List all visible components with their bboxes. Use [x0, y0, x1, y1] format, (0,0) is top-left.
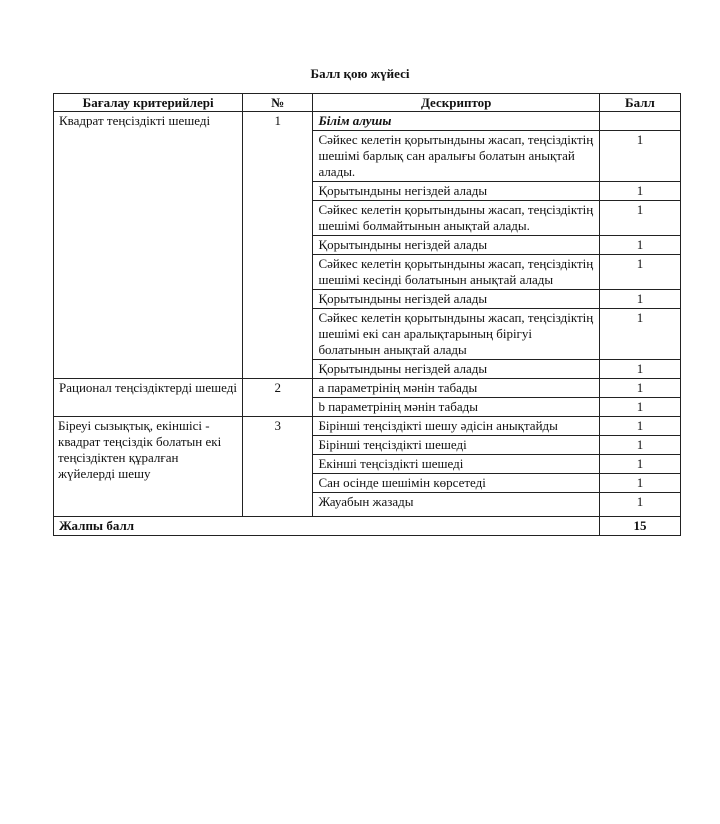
number-cell: 1 [243, 112, 313, 379]
total-row [54, 517, 681, 536]
score-cell: 1 [599, 379, 680, 398]
score-cell: 1 [599, 236, 680, 255]
number-cell: 2 [243, 379, 313, 417]
total-value: 15 [599, 517, 680, 536]
descriptor-cell: Қорытындыны негіздей алады [313, 290, 599, 309]
descriptor-cell: Жауабын жазады [313, 493, 599, 517]
score-cell: 1 [599, 131, 680, 182]
descriptor-cell: b параметрінің мәнін табады [313, 398, 599, 417]
score-cell: 1 [599, 436, 680, 455]
descriptor-cell: Бірінші теңсіздікті шешеді [313, 436, 599, 455]
grading-table [53, 93, 681, 536]
score-cell: 1 [599, 309, 680, 360]
descriptor-cell: Сәйкес келетін қорытындыны жасап, теңсіздіктің шешімі екі сан аралықтарының бірігуі болатынын анықтай алады [313, 309, 599, 360]
score-cell: 1 [599, 455, 680, 474]
score-cell: 1 [599, 417, 680, 436]
sub-header-learner: Білім алушы [313, 112, 599, 131]
descriptor-cell: Сәйкес келетін қорытындыны жасап, теңсіздіктің шешімі болмайтынын анықтай алады. [313, 201, 599, 236]
descriptor-cell: Сан осінде шешімін көрсетеді [313, 474, 599, 493]
table-row [54, 417, 681, 436]
header-number: № [243, 94, 313, 112]
score-cell-empty [599, 112, 680, 131]
table-row [54, 112, 681, 131]
table-row [54, 379, 681, 398]
criterion-cell: Квадрат теңсіздікті шешеді [54, 112, 243, 379]
page-title: Балл қою жүйесі [310, 66, 410, 81]
header-criteria: Бағалау критерийлері [54, 94, 243, 112]
score-cell: 1 [599, 360, 680, 379]
score-cell: 1 [599, 182, 680, 201]
descriptor-cell: Сәйкес келетін қорытындыны жасап, теңсіздіктің шешімі кесінді болатынын анықтай алады [313, 255, 599, 290]
descriptor-cell: Қорытындыны негіздей алады [313, 360, 599, 379]
descriptor-cell: Қорытындыны негіздей алады [313, 236, 599, 255]
criterion-cell: Рационал теңсіздіктерді шешеді [54, 379, 243, 417]
score-cell: 1 [599, 493, 680, 517]
score-cell: 1 [599, 255, 680, 290]
score-cell: 1 [599, 474, 680, 493]
header-score: Балл [599, 94, 680, 112]
descriptor-cell: a параметрінің мәнін табады [313, 379, 599, 398]
number-cell: 3 [243, 417, 313, 517]
descriptor-cell: Сәйкес келетін қорытындыны жасап, теңсіздіктің шешімі барлық сан аралығы болатын анықтай алады. [313, 131, 599, 182]
descriptor-cell: Бірінші теңсіздікті шешу әдісін анықтайды [313, 417, 599, 436]
criterion-cell: Біреуі сызықтық, екіншісі - квадрат теңсіздік болатын екі теңсіздіктен құралған жүйелерді шешу [54, 417, 243, 517]
score-cell: 1 [599, 201, 680, 236]
score-cell: 1 [599, 398, 680, 417]
total-label: Жалпы балл [54, 517, 600, 536]
table-header-row [54, 94, 681, 112]
score-cell: 1 [599, 290, 680, 309]
descriptor-cell: Екінші теңсіздікті шешеді [313, 455, 599, 474]
header-descriptor: Дескриптор [313, 94, 599, 112]
descriptor-cell: Қорытындыны негіздей алады [313, 182, 599, 201]
